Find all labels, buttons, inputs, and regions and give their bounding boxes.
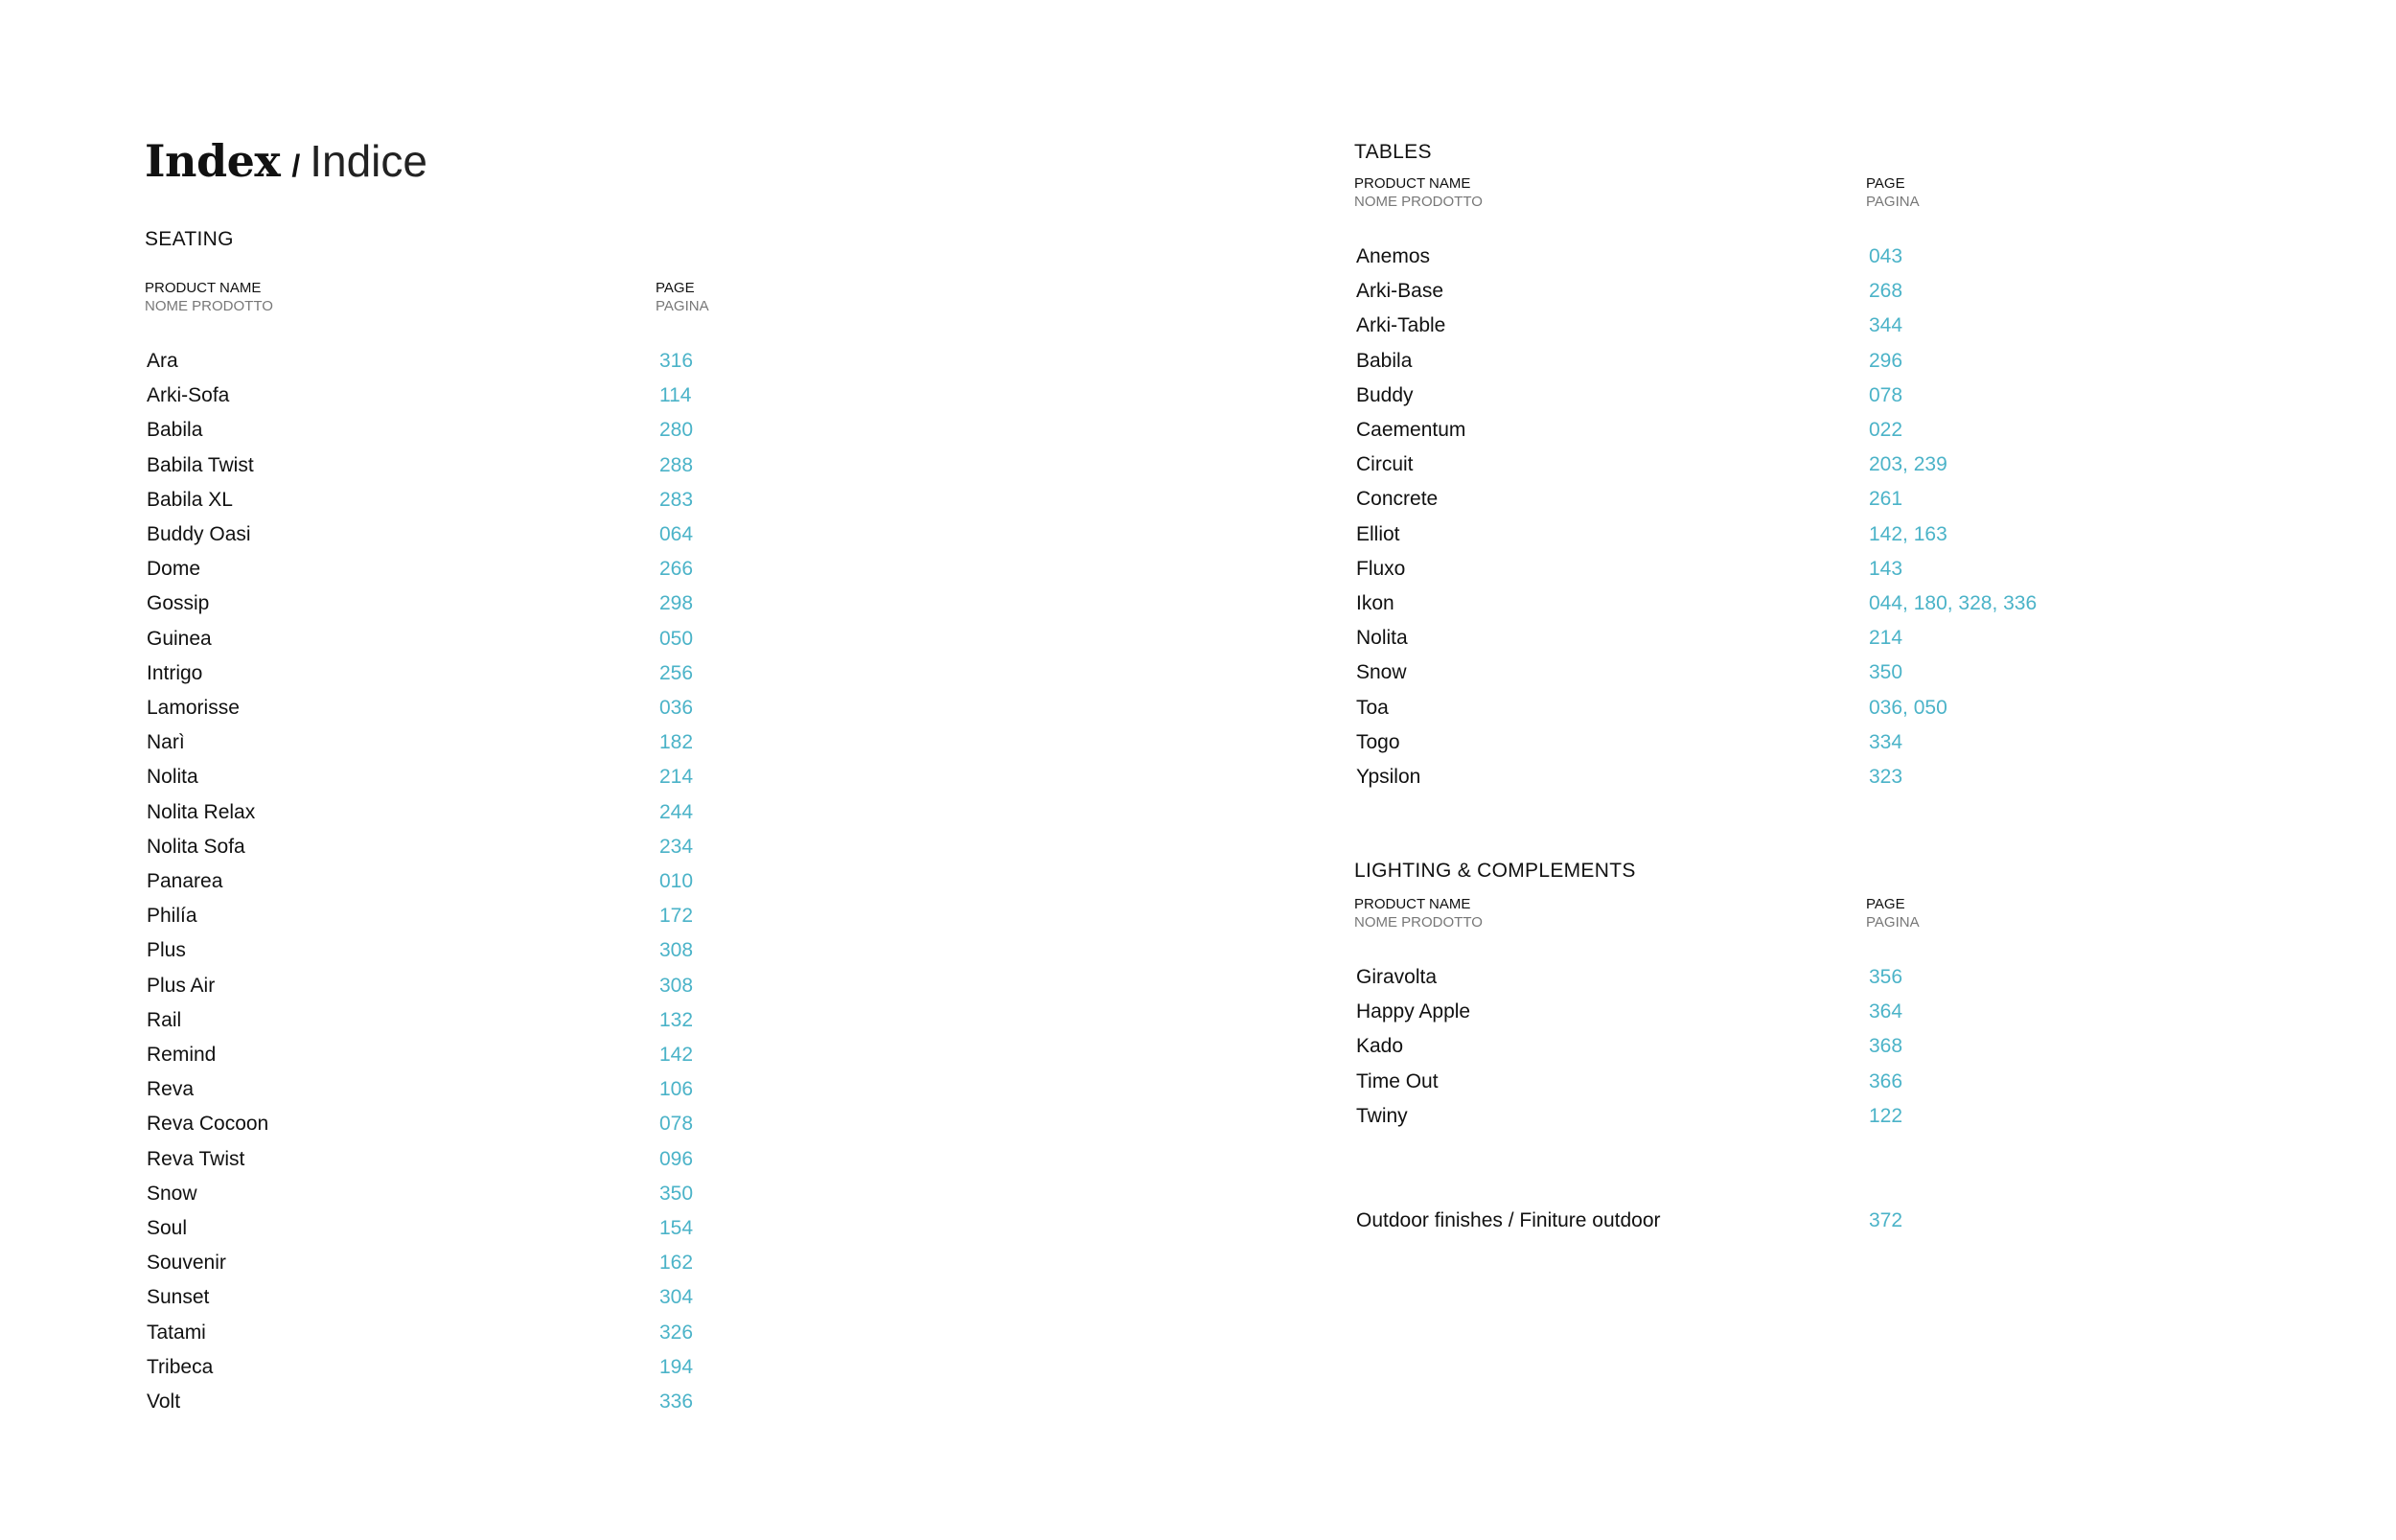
page-number: 366 [1869, 1069, 1903, 1092]
outdoor-finishes-page: 372 [1869, 1209, 1903, 1231]
product-name: Babila [1356, 349, 1413, 372]
list-item [147, 413, 1009, 448]
list-item [1356, 691, 2219, 725]
list-item [147, 725, 1009, 760]
outdoor-finishes-row [1356, 1204, 2219, 1238]
product-name: Tribeca [147, 1355, 214, 1378]
product-name: Reva Twist [147, 1147, 245, 1170]
product-header-it: NOME PRODOTTO [1354, 914, 1483, 931]
seating-section [145, 227, 1007, 1435]
product-name: Narì [147, 731, 185, 754]
product-header-en: PRODUCT NAME [1354, 175, 1471, 192]
product-header-en: PRODUCT NAME [1354, 896, 1471, 912]
list-item [147, 1350, 1009, 1385]
product-name: Twiny [1356, 1104, 1408, 1127]
list-item [1356, 960, 2219, 995]
list-item [147, 1038, 1009, 1072]
page-number: 154 [659, 1217, 694, 1239]
page-number: 214 [659, 766, 694, 789]
product-header-it: NOME PRODOTTO [145, 298, 273, 314]
page-number: 044, 180, 328, 336 [1869, 592, 2038, 614]
page-number: 326 [659, 1321, 694, 1344]
product-name: Concrete [1356, 488, 1439, 511]
seating-section-title: SEATING [145, 228, 234, 250]
page-number: 096 [659, 1147, 694, 1170]
product-name: Fluxo [1356, 557, 1406, 580]
list-item [1356, 413, 2219, 448]
product-name: Giravolta [1356, 966, 1438, 988]
product-name: Togo [1356, 730, 1400, 753]
product-name: Tatami [147, 1321, 206, 1344]
list-item [147, 760, 1009, 794]
list-item [1356, 586, 2219, 621]
list-item [147, 864, 1009, 899]
product-name: Kado [1356, 1035, 1404, 1058]
page-number: 036, 050 [1869, 696, 1947, 719]
page-number: 022 [1869, 419, 1903, 441]
product-name: Soul [147, 1217, 188, 1239]
page-number: 336 [659, 1391, 694, 1413]
list-item [147, 379, 1009, 413]
page-number: 194 [659, 1355, 694, 1378]
page-number: 261 [1869, 488, 1903, 511]
page-number: 344 [1869, 314, 1903, 337]
list-item [147, 448, 1009, 483]
page-number: 298 [659, 592, 694, 615]
product-name: Nolita [147, 766, 198, 789]
product-name: Ikon [1356, 592, 1394, 614]
title-main: Index [145, 135, 281, 187]
product-name: Arki-Sofa [147, 384, 230, 407]
page-number: 142 [659, 1044, 694, 1066]
product-name: Volt [147, 1391, 181, 1413]
page-number: 142, 163 [1869, 522, 1947, 545]
list-item [147, 795, 1009, 830]
page-number: 214 [1869, 627, 1903, 650]
list-item [147, 552, 1009, 586]
product-header-it: NOME PRODOTTO [1354, 194, 1483, 210]
lighting-page-column-header [1866, 895, 1920, 931]
page-number: 064 [659, 523, 694, 545]
page-number: 350 [659, 1182, 694, 1205]
page-number: 308 [659, 974, 694, 997]
page-number: 106 [659, 1078, 694, 1101]
product-name: Arki-Table [1356, 314, 1446, 337]
page-number: 172 [659, 905, 694, 928]
list-item [147, 691, 1009, 725]
list-item [147, 1072, 1009, 1107]
list-item [1356, 725, 2219, 760]
product-name: Ara [147, 350, 178, 372]
page-number: 244 [659, 800, 694, 823]
page-header-en: PAGE [656, 280, 695, 296]
title-sub: Indice [310, 136, 427, 186]
list-item [1356, 274, 2219, 309]
list-item [1356, 448, 2219, 482]
list-item [147, 1107, 1009, 1141]
list-item [147, 1385, 1009, 1419]
list-item [147, 1246, 1009, 1280]
product-name: Plus Air [147, 974, 216, 997]
list-item [147, 1211, 1009, 1246]
product-name: Dome [147, 558, 201, 581]
product-name: Buddy [1356, 383, 1414, 406]
list-item [1356, 240, 2219, 274]
page-number: 356 [1869, 966, 1903, 988]
product-name: Elliot [1356, 522, 1400, 545]
product-name: Intrigo [147, 661, 203, 684]
page-number: 283 [659, 488, 694, 511]
tables-section [1354, 140, 2217, 811]
title-separator: / [291, 149, 301, 183]
page-number: 288 [659, 453, 694, 476]
product-name: Snow [1356, 661, 1407, 684]
tables-section-title: TABLES [1354, 141, 1432, 163]
lighting-section [1354, 859, 2217, 1146]
list-item [1356, 760, 2219, 794]
product-name: Caementum [1356, 419, 1466, 441]
outdoor-finishes-name: Outdoor finishes / Finiture outdoor [1356, 1209, 1661, 1231]
page-number: 143 [1869, 557, 1903, 580]
product-name: Babila Twist [147, 453, 254, 476]
seating-page-column-header [656, 279, 709, 315]
lighting-section-title: LIGHTING & COMPLEMENTS [1354, 860, 1636, 882]
product-name: Reva Cocoon [147, 1113, 269, 1136]
list-item [147, 517, 1009, 552]
list-item [147, 933, 1009, 968]
page-number: 132 [659, 1008, 694, 1031]
page-number: 364 [1869, 1000, 1903, 1023]
list-item [1356, 995, 2219, 1029]
list-item [147, 586, 1009, 621]
product-name: Reva [147, 1078, 195, 1101]
list-item [1356, 1029, 2219, 1064]
list-item [1356, 1099, 2219, 1134]
product-name: Rail [147, 1008, 182, 1031]
page-header-it: PAGINA [656, 298, 709, 314]
page-number: 114 [659, 384, 692, 407]
product-name: Gossip [147, 592, 210, 615]
product-name: Buddy Oasi [147, 523, 251, 545]
list-item [1356, 482, 2219, 517]
product-name: Circuit [1356, 453, 1414, 476]
lighting-product-column-header [1354, 895, 1483, 931]
list-item [1356, 517, 2219, 552]
page-number: 162 [659, 1252, 694, 1275]
list-item [147, 1280, 1009, 1315]
list-item [1356, 379, 2219, 413]
page-number: 368 [1869, 1035, 1903, 1058]
seating-product-column-header [145, 279, 273, 315]
list-item [147, 483, 1009, 517]
page-header-en: PAGE [1866, 175, 1905, 192]
product-name: Nolita Relax [147, 800, 256, 823]
page-number: 296 [1869, 349, 1903, 372]
page-number: 182 [659, 731, 694, 754]
page-number: 256 [659, 661, 694, 684]
page-number: 280 [659, 419, 694, 442]
list-item [147, 622, 1009, 656]
page-number: 234 [659, 835, 694, 858]
list-item [147, 830, 1009, 864]
product-header-en: PRODUCT NAME [145, 280, 262, 296]
list-item [1356, 309, 2219, 343]
page-number: 010 [659, 870, 694, 892]
page-number: 334 [1869, 730, 1903, 753]
page-number: 304 [659, 1286, 694, 1309]
list-item [1356, 1065, 2219, 1099]
page-header-it: PAGINA [1866, 194, 1920, 210]
product-name: Nolita Sofa [147, 835, 245, 858]
page-header-en: PAGE [1866, 896, 1905, 912]
product-name: Lamorisse [147, 697, 240, 719]
list-item [147, 969, 1009, 1003]
product-name: Sunset [147, 1286, 210, 1309]
page-number: 316 [659, 350, 694, 372]
product-name: Guinea [147, 627, 212, 650]
list-item [1356, 655, 2219, 690]
product-name: Remind [147, 1044, 217, 1066]
page-number: 203, 239 [1869, 453, 1947, 476]
page-number: 266 [659, 558, 694, 581]
list-item [147, 1003, 1009, 1038]
product-name: Babila [147, 419, 203, 442]
list-item [1356, 621, 2219, 655]
page-number: 350 [1869, 661, 1903, 684]
list-item [147, 656, 1009, 691]
tables-product-column-header [1354, 174, 1483, 211]
page-number: 122 [1869, 1104, 1903, 1127]
product-name: Happy Apple [1356, 1000, 1471, 1023]
page-number: 078 [659, 1113, 694, 1136]
product-name: Babila XL [147, 488, 233, 511]
product-name: Souvenir [147, 1252, 226, 1275]
list-item [1356, 344, 2219, 379]
list-item [147, 344, 1009, 379]
tables-page-column-header [1866, 174, 1920, 211]
product-name: Anemos [1356, 245, 1431, 267]
page-number: 078 [1869, 383, 1903, 406]
page-number: 308 [659, 939, 694, 962]
product-name: Toa [1356, 696, 1389, 719]
page-number: 268 [1869, 280, 1903, 303]
list-item [147, 1142, 1009, 1177]
list-item [147, 1177, 1009, 1211]
product-name: Nolita [1356, 627, 1408, 650]
list-item [1356, 552, 2219, 586]
product-name: Arki-Base [1356, 280, 1444, 303]
list-item [147, 1316, 1009, 1350]
page-number: 043 [1869, 245, 1903, 267]
page-title [145, 134, 427, 193]
page-number: 323 [1869, 766, 1903, 788]
list-item [147, 899, 1009, 933]
page-number: 050 [659, 627, 694, 650]
product-name: Ypsilon [1356, 766, 1421, 788]
page-header-it: PAGINA [1866, 914, 1920, 931]
product-name: Panarea [147, 870, 223, 892]
product-name: Time Out [1356, 1069, 1439, 1092]
product-name: Snow [147, 1182, 197, 1205]
page-number: 036 [659, 697, 694, 719]
product-name: Philía [147, 905, 197, 928]
product-name: Plus [147, 939, 186, 962]
